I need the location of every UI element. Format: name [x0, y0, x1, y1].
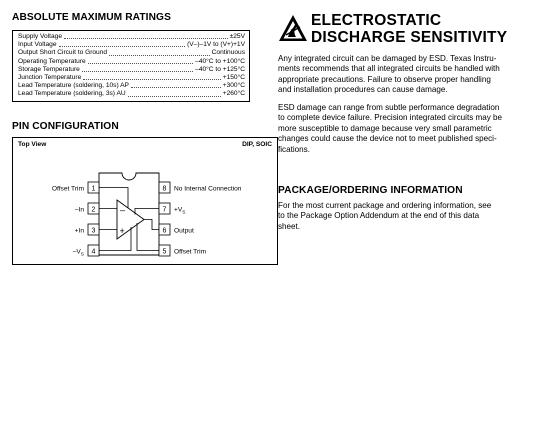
pin-number: 7 [162, 206, 167, 214]
rating-row [18, 74, 245, 82]
leader-dots [131, 87, 221, 88]
pin-config-heading: PIN CONFIGURATION [12, 121, 119, 132]
esd-paragraph-1 [278, 54, 520, 96]
pin-label [174, 207, 185, 216]
rating-value: –40°C to +100°C [195, 57, 245, 65]
text-line: appropriate precautions. Failure to observe proper handling [278, 74, 491, 84]
pin-label-sub: S [80, 252, 84, 258]
leader-dots [82, 71, 193, 72]
rating-label: Junction Temperature [18, 73, 82, 81]
text-line: ESD damage can range from subtle performance degradation [278, 103, 500, 112]
package-label: DIP, SOIC [242, 141, 272, 148]
pin-number: 2 [91, 206, 96, 214]
esd-title-line2: DISCHARGE SENSITIVITY [311, 29, 508, 46]
leader-dots [59, 46, 186, 47]
ratings-table [12, 30, 250, 102]
text-line: to complete device failure. Precision integrated circuits may be [278, 113, 503, 123]
text-line: and installation procedures can cause damage. [278, 85, 448, 95]
rating-row [18, 41, 245, 49]
leader-dots [88, 63, 193, 64]
esd-warning-icon [278, 13, 308, 43]
ordering-heading: PACKAGE/ORDERING INFORMATION [278, 185, 463, 196]
pin-number: 5 [162, 248, 167, 256]
wire-output [144, 220, 159, 230]
rating-row [18, 82, 245, 90]
rating-row [18, 49, 245, 57]
wire-positive-supply [135, 209, 159, 215]
leader-dots [64, 38, 228, 39]
leader-dots [109, 55, 210, 56]
wire-offset-trim-5 [137, 223, 159, 251]
opamp-noninverting-symbol: + [119, 226, 125, 236]
esd-title-line1: ELECTROSTATIC [311, 12, 442, 29]
text-line: more susceptible to damage because very small parametric [278, 123, 492, 133]
pin-label: –In [74, 206, 84, 214]
rating-label: Lead Temperature (soldering, 10s) AP [18, 82, 129, 90]
text-line: fications. [278, 144, 310, 154]
pinout-diagram [13, 138, 277, 264]
pin-label-main: –V [72, 248, 81, 256]
pin-number: 3 [91, 227, 96, 235]
pin-number: 1 [91, 185, 96, 193]
top-view-label: Top View [18, 141, 47, 148]
esd-paragraph-2 [278, 103, 520, 155]
pin-label: Output [174, 227, 194, 235]
pin-diagram-box [12, 137, 278, 265]
rating-row [18, 90, 245, 98]
rating-label: Operating Temperature [18, 57, 86, 65]
opamp-inverting-symbol: – [120, 205, 126, 215]
pin-number: 8 [162, 185, 167, 193]
pin-label: No Internal Connection [174, 185, 242, 193]
text-line: to the Package Option Addendum at the end of this data [278, 211, 480, 221]
rating-label: Supply Voltage [18, 32, 62, 40]
text-line: changes could cause the device not to meet published speci- [278, 134, 497, 144]
text-line: sheet. [278, 221, 301, 231]
ordering-paragraph [278, 201, 520, 232]
rating-value: Continuous [211, 49, 245, 57]
pin-label [73, 249, 84, 258]
pin-number: 4 [91, 248, 96, 256]
rating-value: +300°C [222, 82, 245, 90]
rating-label: Output Short Circuit to Ground [18, 49, 108, 57]
rating-value: +260°C [222, 90, 245, 98]
rating-label: Lead Temperature (soldering, 3s) AU [18, 90, 126, 98]
rating-row [18, 58, 245, 66]
pin-label-sub: S [182, 210, 186, 216]
rating-value: –40°C to +125°C [195, 65, 245, 73]
rating-row [18, 66, 245, 74]
ratings-heading: ABSOLUTE MAXIMUM RATINGS [12, 12, 171, 23]
rating-value: ±25V [229, 32, 245, 40]
rating-label: Storage Temperature [18, 65, 80, 73]
leader-dots [128, 96, 221, 97]
rating-value: +150°C [222, 73, 245, 81]
pin-number: 6 [162, 227, 167, 235]
text-line: For the most current package and ordering information, see [278, 201, 492, 210]
pin-label-main: +V [174, 206, 183, 214]
leader-dots [83, 79, 220, 80]
rating-row [18, 33, 245, 41]
rating-value: (V–)–1V to (V+)+1V [187, 41, 245, 49]
pin-label: Offset Trim [51, 185, 84, 193]
rating-label: Input Voltage [18, 41, 57, 49]
pin-label: +In [74, 227, 84, 235]
text-line: Any integrated circuit can be damaged by ESD. Texas Instru- [278, 54, 497, 63]
text-line: ments recommends that all integrated circuits be handled with [278, 64, 500, 74]
pin-label: Offset Trim [174, 248, 207, 256]
